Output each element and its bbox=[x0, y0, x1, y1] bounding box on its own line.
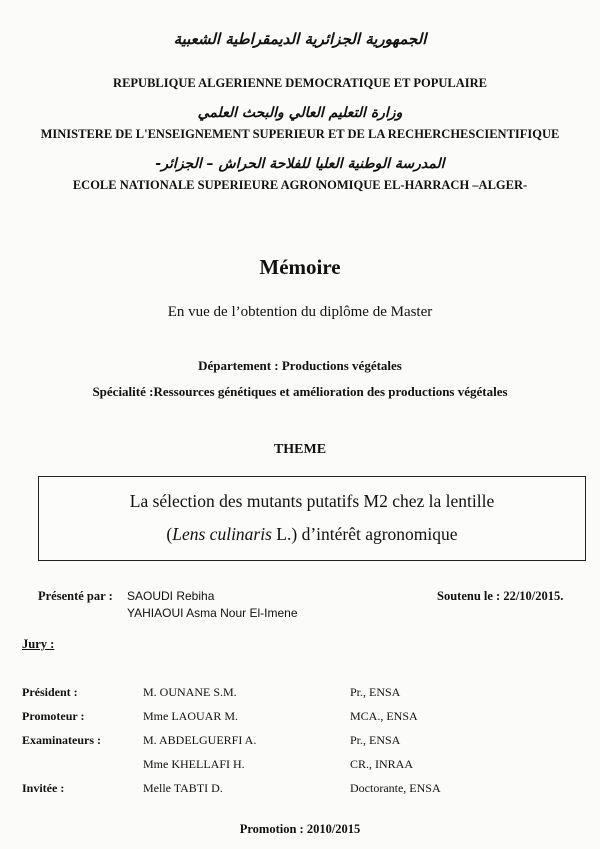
jury-name-president: M. OUNANE S.M. bbox=[143, 685, 237, 699]
jury-name-invitee: Melle TABTI D. bbox=[143, 781, 223, 795]
jury-role-president: Président : bbox=[22, 685, 78, 699]
presented-by-label: Présenté par : bbox=[38, 589, 113, 603]
theme-title-line-2-rest: L.) d’intérêt agronomique bbox=[271, 524, 458, 544]
species-name: Lens culinaris bbox=[172, 524, 272, 544]
arabic-republic-heading: الجمهورية الجزائرية الديمقراطية الشعبية bbox=[173, 30, 427, 48]
promotion-line: Promotion : 2010/2015 bbox=[239, 822, 361, 836]
school-heading: ECOLE NATIONALE SUPERIEURE AGRONOMIQUE EL-HARRACH –ALGER- bbox=[72, 178, 528, 192]
jury-title: Jury : bbox=[22, 637, 55, 651]
student-1: SAOUDI Rebiha bbox=[127, 589, 215, 603]
jury-title-president: Pr., ENSA bbox=[350, 685, 401, 699]
diploma-subtitle: En vue de l’obtention du diplôme de Master bbox=[167, 304, 433, 320]
open-paren: ( bbox=[166, 524, 173, 544]
ministry-heading: MINISTERE DE L'ENSEIGNEMENT SUPERIEUR ET DE LA RECHERCHESCIENTIFIQUE bbox=[40, 127, 560, 141]
specialite-line: Spécialité :Ressources génétiques et amélioration des productions végétales bbox=[92, 384, 508, 399]
theme-title-line-2 bbox=[39, 524, 585, 545]
theme-title-box bbox=[38, 476, 586, 561]
republic-heading: REPUBLIQUE ALGERIENNE DEMOCRATIQUE ET POPULAIRE bbox=[113, 76, 487, 90]
jury-role-promoteur: Promoteur : bbox=[22, 709, 85, 723]
soutenu-date: Soutenu le : 22/10/2015. bbox=[437, 589, 564, 603]
jury-title-invitee: Doctorante, ENSA bbox=[350, 781, 441, 795]
memoire-title: Mémoire bbox=[259, 255, 341, 279]
departement-line: Département : Productions végétales bbox=[198, 358, 402, 373]
jury-title-examinateur-2: CR., INRAA bbox=[350, 757, 414, 771]
jury-title-promoteur: MCA., ENSA bbox=[350, 709, 418, 723]
jury-name-examinateur-1: M. ABDELGUERFI A. bbox=[143, 733, 257, 747]
jury-name-promoteur: Mme LAOUAR M. bbox=[143, 709, 238, 723]
jury-role-examinateurs: Examinateurs : bbox=[22, 733, 101, 747]
arabic-ministry-heading: وزارة التعليم العالي والبحث العلمي bbox=[197, 105, 403, 121]
arabic-school-heading: المدرسة الوطنية العليا للفلاحة الحراش – الجزائر- bbox=[155, 156, 445, 172]
student-2: YAHIAOUI Asma Nour El-Imene bbox=[127, 606, 298, 620]
theme-label: THEME bbox=[273, 442, 327, 457]
theme-title-line-1: La sélection des mutants putatifs M2 chez la lentille bbox=[129, 491, 495, 511]
jury-role-invitee: Invitée : bbox=[22, 781, 65, 795]
jury-title-examinateur-1: Pr., ENSA bbox=[350, 733, 401, 747]
jury-name-examinateur-2: Mme KHELLAFI H. bbox=[143, 757, 245, 771]
